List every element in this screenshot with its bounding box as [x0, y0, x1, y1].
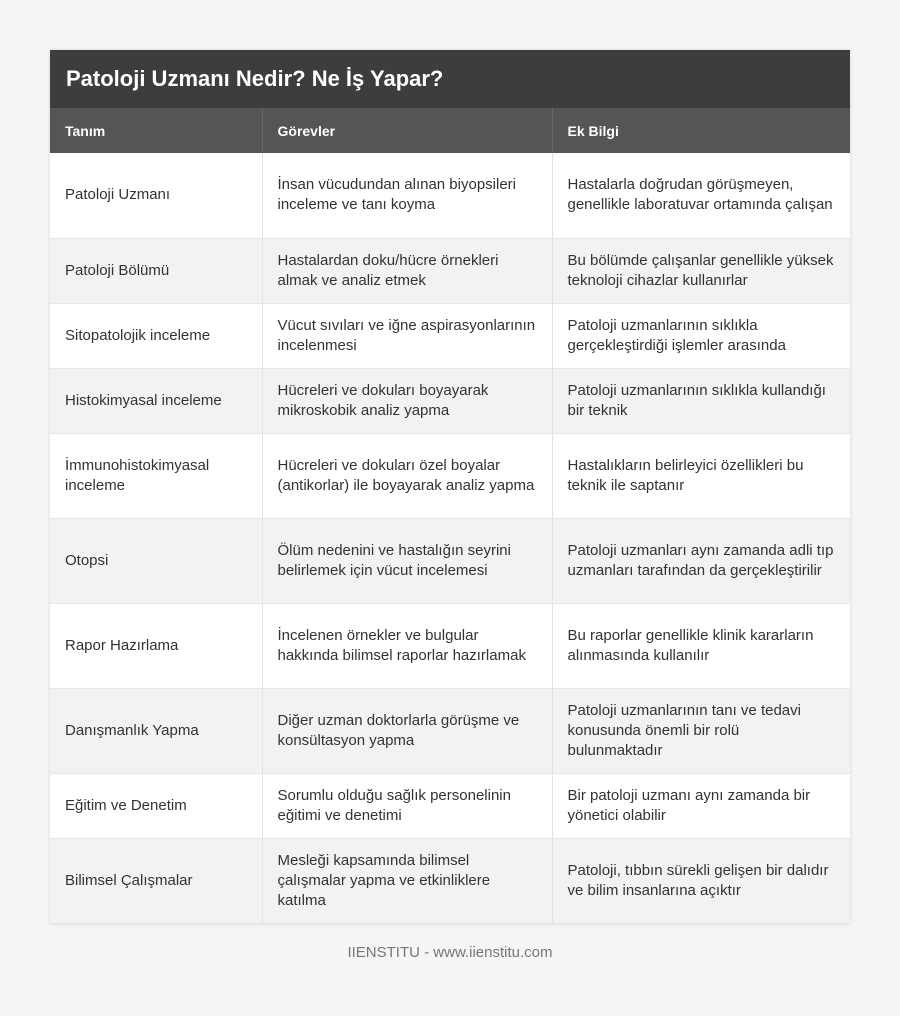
header-row: [50, 108, 850, 153]
table-cell: Patoloji uzmanlarının sıklıkla kullandığı bir teknik: [552, 368, 850, 433]
table-cell: Hastalıkların belirleyici özellikleri bu teknik ile saptanır: [552, 433, 850, 518]
footer-credit: IIENSTITU - www.iienstitu.com: [347, 944, 553, 961]
table-cell: Sorumlu olduğu sağlık personelinin eğitimi ve denetimi: [262, 773, 552, 838]
table-cell: İnsan vücudundan alınan biyopsileri inceleme ve tanı koyma: [262, 153, 552, 238]
table-cell: Hücreleri ve dokuları özel boyalar (antikorlar) ile boyayarak analiz yapma: [262, 433, 552, 518]
column-header-gorevler: Görevler: [262, 108, 552, 153]
table-cell: Patoloji uzmanlarının tanı ve tedavi konusunda önemli bir rolü bulunmaktadır: [552, 688, 850, 773]
table-cell: Bilimsel Çalışmalar: [50, 838, 262, 923]
table-row: [50, 368, 850, 433]
data-table: [50, 108, 850, 924]
table-cell: Hastalardan doku/hücre örnekleri almak ve analiz etmek: [262, 238, 552, 303]
table-row: [50, 238, 850, 303]
table-cell: Hastalarla doğrudan görüşmeyen, genellikle laboratuvar ortamında çalışan: [552, 153, 850, 238]
table-row: [50, 773, 850, 838]
table-card: [50, 50, 850, 924]
table-body: [50, 153, 850, 923]
table-cell: Mesleği kapsamında bilimsel çalışmalar yapma ve etkinliklere katılma: [262, 838, 552, 923]
table-cell: Sitopatolojik inceleme: [50, 303, 262, 368]
table-cell: Danışmanlık Yapma: [50, 688, 262, 773]
table-cell: Eğitim ve Denetim: [50, 773, 262, 838]
table-row: [50, 303, 850, 368]
table-cell: Bu bölümde çalışanlar genellikle yüksek teknoloji cihazlar kullanırlar: [552, 238, 850, 303]
title-bar: [50, 50, 850, 108]
table-row: [50, 433, 850, 518]
column-header-ek-bilgi: Ek Bilgi: [552, 108, 850, 153]
page-title: Patoloji Uzmanı Nedir? Ne İş Yapar?: [66, 66, 444, 91]
table-cell: İncelenen örnekler ve bulgular hakkında bilimsel raporlar hazırlamak: [262, 603, 552, 688]
column-header-tanim: Tanım: [50, 108, 262, 153]
table-cell: Bir patoloji uzmanı aynı zamanda bir yönetici olabilir: [552, 773, 850, 838]
table-cell: Otopsi: [50, 518, 262, 603]
table-row: [50, 603, 850, 688]
table-cell: Patoloji, tıbbın sürekli gelişen bir dalıdır ve bilim insanlarına açıktır: [552, 838, 850, 923]
table-cell: Vücut sıvıları ve iğne aspirasyonlarının incelenmesi: [262, 303, 552, 368]
table-row: [50, 688, 850, 773]
table-row: [50, 153, 850, 238]
table-cell: Bu raporlar genellikle klinik kararların alınmasında kullanılır: [552, 603, 850, 688]
table-cell: Rapor Hazırlama: [50, 603, 262, 688]
table-cell: Patoloji Bölümü: [50, 238, 262, 303]
table-cell: Patoloji Uzmanı: [50, 153, 262, 238]
table-cell: Ölüm nedenini ve hastalığın seyrini belirlemek için vücut incelemesi: [262, 518, 552, 603]
table-row: [50, 518, 850, 603]
table-header: [50, 108, 850, 153]
table-cell: Patoloji uzmanlarının sıklıkla gerçekleştirdiği işlemler arasında: [552, 303, 850, 368]
table-cell: İmmunohistokimyasal inceleme: [50, 433, 262, 518]
table-row: [50, 838, 850, 923]
table-cell: Hücreleri ve dokuları boyayarak mikroskobik analiz yapma: [262, 368, 552, 433]
table-cell: Patoloji uzmanları aynı zamanda adli tıp uzmanları tarafından da gerçekleştirilir: [552, 518, 850, 603]
table-cell: Diğer uzman doktorlarla görüşme ve konsültasyon yapma: [262, 688, 552, 773]
table-cell: Histokimyasal inceleme: [50, 368, 262, 433]
